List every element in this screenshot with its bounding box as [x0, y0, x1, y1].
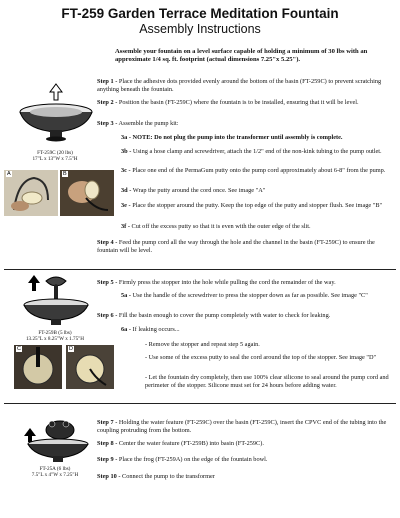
- step-1: [97, 78, 393, 93]
- section-divider-2: [4, 403, 396, 404]
- intro-text: Assemble your fountain on a level surface capable of holding a minimum of 30 lbs with an approximate 1/4 sq. ft. footprint (actual dimensions 7.25"x 5.25").: [115, 48, 368, 63]
- water-feature-caption-weight: FT-259B (5 lbs): [38, 330, 72, 336]
- step-6a-option-3: - Let the fountain dry completely, then use 100% clear silicone to seal around the pump cord and perimeter of the stopper. Silicone must set for 24 hours before adding water.: [145, 374, 389, 389]
- photo-a-label: A: [7, 171, 11, 177]
- step-6-text: Fill the basin enough to cover the pump completely with water to check for leaking.: [118, 312, 331, 319]
- step-4-label: Step 4 -: [97, 239, 118, 246]
- step-3: [97, 120, 393, 128]
- step-7-text: Holding the water feature (FT-259C) over the basin (FT-259C), insert the CPVC end of the tubing into the coupling protruding from the bottom.: [97, 419, 387, 434]
- water-feature-caption-dimensions: 13.25"L x 8.25"W x 1.75"H: [25, 336, 85, 342]
- frog-caption-dimensions: 7.5"L x 4"W x 7.25"H: [31, 472, 79, 478]
- step-6a-label: 6a -: [121, 326, 131, 333]
- step-3b-label: 3b -: [121, 148, 132, 155]
- step-10-label: Step 10 -: [97, 473, 121, 480]
- section-divider-1: [4, 269, 396, 270]
- step-3c-label: 3c -: [121, 167, 131, 174]
- basin-caption-dimensions: 17"L x 13"W x 7.5"H: [32, 156, 78, 162]
- step-5a-label: 5a -: [121, 292, 131, 299]
- frog-illustration: [20, 418, 92, 464]
- photo-a-image: [4, 170, 58, 216]
- photo-c-label: C: [17, 346, 21, 352]
- basin-caption-weight: FT-259C (20 lbs): [37, 150, 73, 156]
- basin-illustration: [16, 82, 96, 144]
- step-3f-label: 3f -: [121, 223, 130, 230]
- down-arrow-icon: [50, 84, 62, 100]
- step-7: [97, 419, 393, 434]
- step-4-text: Feed the pump cord all the way through the hole and the channel in the basin (FT-259C) to ensure the fountain will be level.: [97, 239, 375, 254]
- step-1-label: Step 1 -: [97, 78, 118, 85]
- step-3e-text: Place the stopper around the putty. Keep the top edge of the putty and stopper flush. See image "B": [132, 202, 383, 209]
- photo-d-label: D: [69, 346, 73, 352]
- step-2-label: Step 2 -: [97, 99, 118, 106]
- document-subtitle: Assembly Instructions: [139, 22, 261, 36]
- step-6-label: Step 6 -: [97, 312, 118, 319]
- photo-b: [60, 170, 114, 216]
- step-10-text: Connect the pump to the transformer: [122, 473, 215, 480]
- step-3b: [121, 148, 393, 156]
- step-5-label: Step 5 -: [97, 279, 118, 286]
- step-3f: [121, 223, 393, 231]
- step-3d-label: 3d -: [121, 187, 132, 194]
- step-2-text: Position the basin (FT-259C) where the fountain is to be installed, ensuring that it will be level.: [118, 99, 359, 106]
- step-8: [97, 440, 393, 448]
- photo-b-label: B: [63, 171, 67, 177]
- document-title: FT-259 Garden Terrace Meditation Fountain: [61, 6, 339, 21]
- step-9-label: Step 9 -: [97, 456, 118, 463]
- photo-c: [14, 345, 62, 389]
- step-6a-text: If leaking occurs...: [132, 326, 180, 333]
- down-arrow-icon: [24, 428, 36, 442]
- photo-a: [4, 170, 58, 216]
- step-4: [97, 239, 393, 254]
- step-3c-text: Place one end of the PermaGum putty onto the pump cord approximately about 6-8" from the pump.: [132, 167, 386, 174]
- step-5: [97, 279, 393, 287]
- step-3-text: Assemble the pump kit:: [118, 120, 179, 127]
- frog-caption-weight: FT-25A (6 lbs): [39, 466, 71, 472]
- step-5-text: Firmly press the stopper into the hole while pulling the cord the remainder of the way.: [118, 279, 336, 286]
- photo-d: [66, 345, 114, 389]
- step-3e: [121, 202, 393, 210]
- step-5a: [121, 292, 393, 300]
- step-5a-text: Use the handle of the screwdriver to press the stopper down as far as possible. See image "C": [132, 292, 368, 299]
- step-3-label: Step 3 -: [97, 120, 118, 127]
- step-3f-text: Cut off the excess putty so that it is even with the outer edge of the slit.: [131, 223, 311, 230]
- photo-b-image: [60, 170, 114, 216]
- step-2: [97, 99, 393, 107]
- step-3e-label: 3e -: [121, 202, 131, 209]
- down-arrow-icon: [28, 275, 40, 291]
- step-3a-text: NOTE: Do not plug the pump into the transformer until assembly is complete.: [132, 134, 343, 141]
- step-9: [97, 456, 393, 464]
- step-3b-text: Using a hose clamp and screwdriver, attach the 1/2" end of the non-kink tubing to the pump outlet.: [132, 148, 382, 155]
- step-6a: [121, 326, 393, 334]
- step-6a-option-1: - Remove the stopper and repeat step 5 again.: [145, 341, 260, 348]
- step-1-text: Place the adhesive dots provided evenly around the bottom of the basin (FT-259C) to prevent scratching anything beneath the fountain.: [97, 78, 382, 93]
- step-3a-label: 3a -: [121, 134, 131, 141]
- step-6: [97, 312, 393, 320]
- step-3d: [121, 187, 393, 195]
- step-3d-text: Wrap the putty around the cord once. See image "A": [132, 187, 266, 194]
- step-6a-option-2: - Use some of the excess putty to seal the cord around the top of the stopper. See image "D": [145, 354, 377, 361]
- step-8-text: Center the water feature (FT-259B) into basin (FT-259C).: [118, 440, 264, 447]
- step-3a: [121, 134, 393, 142]
- step-3c: [121, 167, 393, 175]
- step-10: [97, 473, 393, 481]
- step-8-label: Step 8 -: [97, 440, 118, 447]
- step-7-label: Step 7 -: [97, 419, 118, 426]
- water-feature-illustration: [20, 273, 92, 329]
- step-9-text: Place the frog (FT-259A) on the edge of the fountain bowl.: [118, 456, 268, 463]
